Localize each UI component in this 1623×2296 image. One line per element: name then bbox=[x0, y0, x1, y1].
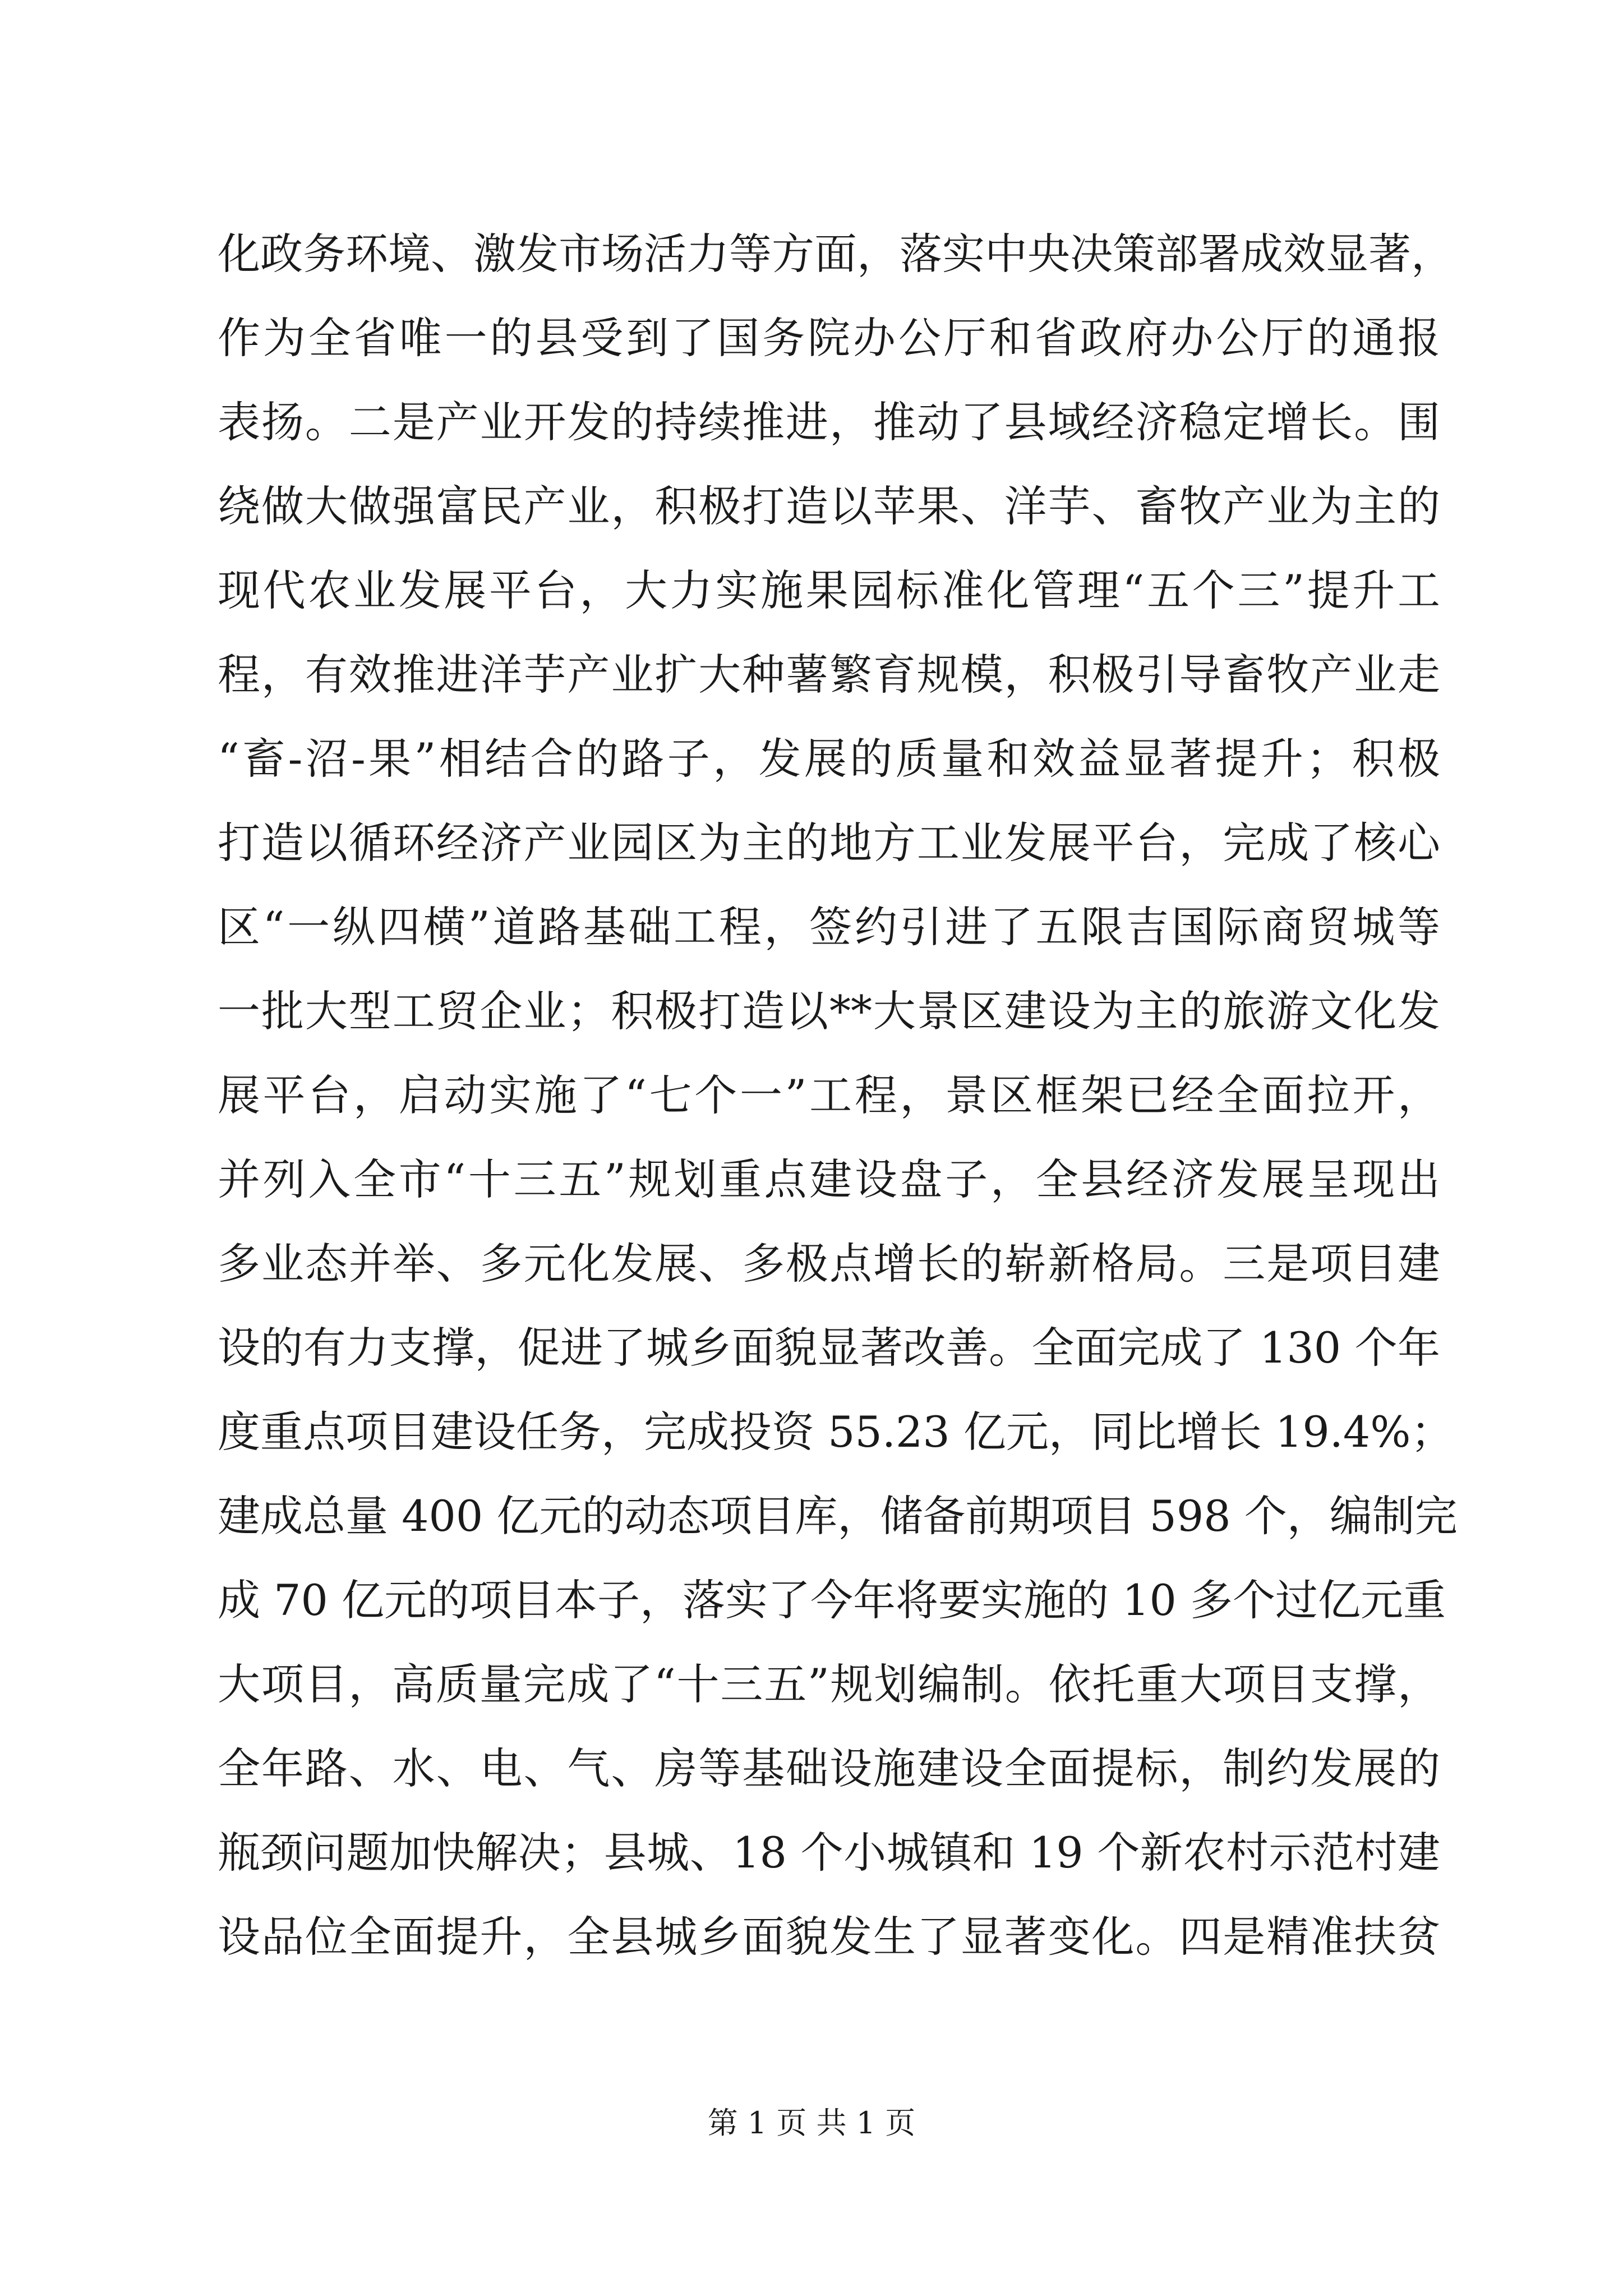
text-line: 建成总量 400 亿元的动态项目库，储备前期项目 598 个，编制完 bbox=[218, 1491, 1458, 1541]
text-line: 瓶颈问题加快解决；县城、18 个小城镇和 19 个新农村示范村建 bbox=[218, 1828, 1440, 1878]
text-line: 设的有力支撑，促进了城乡面貌显著改善。全面完成了 130 个年 bbox=[218, 1323, 1440, 1373]
text-line: 程，有效推进洋芋产业扩大种薯繁育规模，积极引导畜牧产业走 bbox=[218, 650, 1440, 700]
text-line: 展平台，启动实施了“七个一”工程，景区框架已经全面拉开， bbox=[218, 1070, 1440, 1120]
text-line: 区“一纵四横”道路基础工程，签约引进了五限吉国际商贸城等 bbox=[218, 902, 1440, 952]
text-line: 成 70 亿元的项目本子，落实了今年将要实施的 10 多个过亿元重 bbox=[218, 1575, 1446, 1625]
text-line: 作为全省唯一的县受到了国务院办公厅和省政府办公厅的通报 bbox=[218, 313, 1440, 363]
text-line: 度重点项目建设任务，完成投资 55.23 亿元，同比增长 19.4%； bbox=[218, 1407, 1454, 1457]
text-line: “畜-沼-果”相结合的路子，发展的质量和效益显著提升；积极 bbox=[218, 734, 1440, 784]
text-line: 绕做大做强富民产业，积极打造以苹果、洋芋、畜牧产业为主的 bbox=[218, 481, 1440, 531]
text-line: 多业态并举、多元化发展、多极点增长的崭新格局。三是项目建 bbox=[218, 1239, 1440, 1289]
text-line: 现代农业发展平台，大力实施果园标准化管理“五个三”提升工 bbox=[218, 565, 1440, 615]
text-line: 一批大型工贸企业；积极打造以**大景区建设为主的旅游文化发 bbox=[218, 986, 1440, 1036]
text-line: 大项目，高质量完成了“十三五”规划编制。依托重大项目支撑， bbox=[218, 1659, 1440, 1709]
text-line: 化政务环境、激发市场活力等方面，落实中央决策部署成效显著， bbox=[218, 229, 1454, 279]
page-number-footer: 第 1 页 共 1 页 bbox=[707, 2105, 916, 2141]
text-line: 全年路、水、电、气、房等基础设施建设全面提标，制约发展的 bbox=[218, 1743, 1440, 1793]
text-line: 设品位全面提升，全县城乡面貌发生了显著变化。四是精准扶贫 bbox=[218, 1912, 1440, 1962]
text-line: 并列入全市“十三五”规划重点建设盘子，全县经济发展呈现出 bbox=[218, 1154, 1440, 1204]
body-text bbox=[218, 212, 1458, 1979]
text-line: 打造以循环经济产业园区为主的地方工业发展平台，完成了核心 bbox=[218, 818, 1440, 868]
text-line: 表扬。二是产业开发的持续推进，推动了县域经济稳定增长。围 bbox=[218, 397, 1440, 447]
